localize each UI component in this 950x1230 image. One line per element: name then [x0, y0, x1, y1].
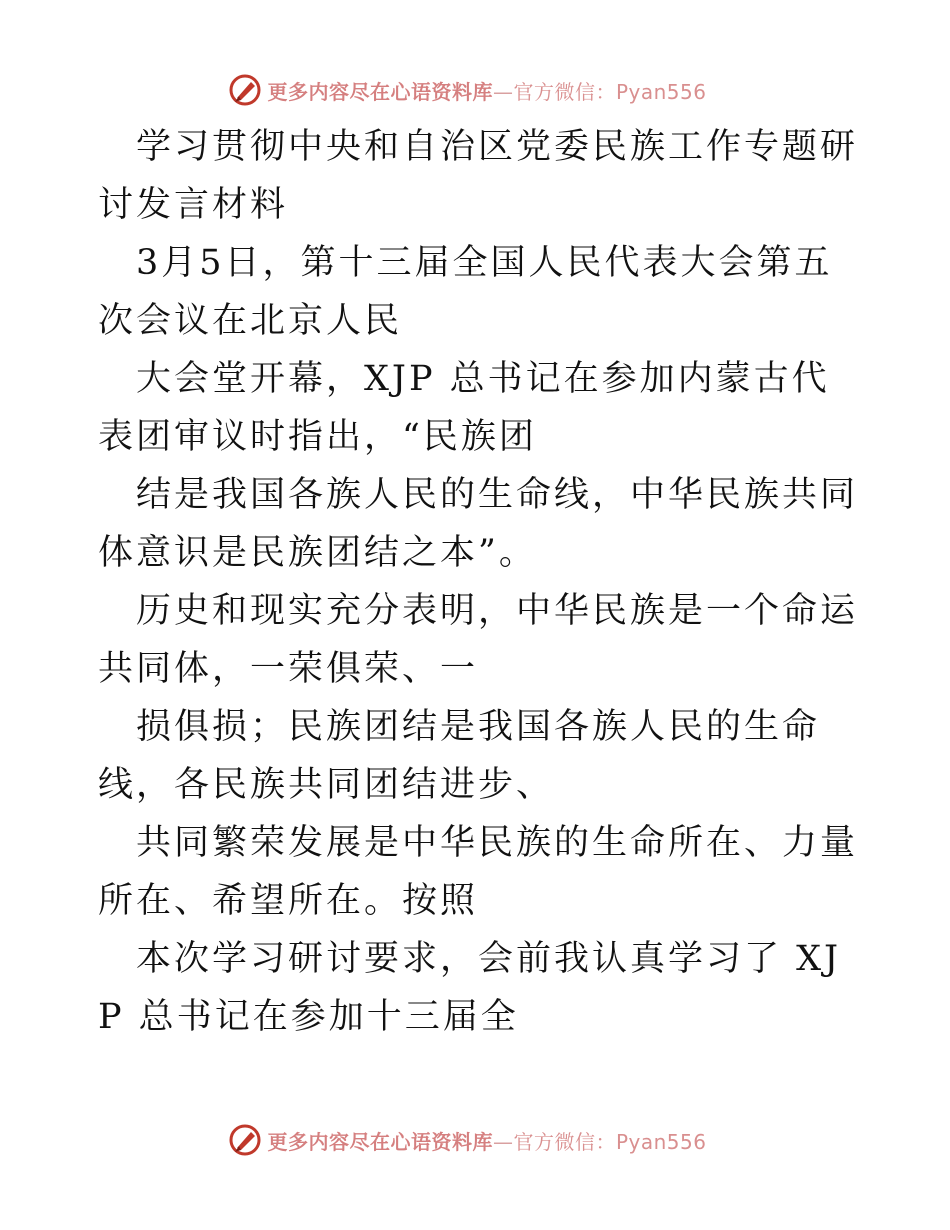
footer-watermark-banner — [0, 1120, 950, 1160]
paragraph-line: 学习贯彻中央和自治区党委民族工作专题研讨发 — [98, 127, 859, 225]
pen-logo-icon — [227, 72, 263, 108]
paragraph — [98, 930, 858, 1046]
paragraph-line: 在、希望所在。按照 — [136, 881, 479, 921]
banner-main-text: 更多内容尽在心语资料库 — [267, 79, 493, 104]
paragraph — [98, 350, 858, 466]
paragraph-line: 大会堂开幕，XJP 总书记在参加内蒙古代表团审 — [98, 359, 830, 457]
paragraph-line: 共同繁荣发展是中华民族的生命所在、力量所 — [98, 823, 859, 921]
header-watermark-banner — [0, 70, 950, 110]
paragraph-line: 民族共同团结进步、 — [212, 765, 555, 805]
pen-logo-icon — [227, 1122, 263, 1158]
paragraph — [98, 814, 858, 930]
paragraph-line: 言材料 — [174, 185, 289, 225]
paragraph-line: 议时指出，“民族团 — [212, 417, 537, 457]
paragraph-line: 本次学习研讨要求，会前我认真学习了 XJP 总 — [98, 939, 842, 1037]
paragraph-line: 识是民族团结之本”。 — [174, 533, 537, 573]
paragraph-line: 议在北京人民 — [174, 301, 403, 341]
banner-separator: — — [492, 1129, 514, 1154]
paragraph-line: 损俱损；民族团结是我国各族人民的生命线，各 — [98, 707, 821, 805]
paragraph-line: 体，一荣俱荣、一 — [174, 649, 479, 689]
document-body — [98, 118, 858, 1046]
paragraph — [98, 466, 858, 582]
paragraph-line: 结是我国各族人民的生命线，中华民族共同体意 — [98, 475, 859, 573]
paragraph-line: 书记在参加十三届全 — [176, 997, 519, 1037]
paragraph — [98, 234, 858, 350]
paragraph — [98, 118, 858, 234]
paragraph — [98, 582, 858, 698]
banner-main-text: 更多内容尽在心语资料库 — [267, 1129, 493, 1154]
paragraph-line: 3月5日，第十三届全国人民代表大会第五次会 — [98, 243, 833, 341]
banner-secondary-text: 官方微信：Pyan556 — [513, 79, 707, 104]
paragraph — [98, 698, 858, 814]
paragraph-line: 历史和现实充分表明，中华民族是一个命运共同 — [98, 591, 859, 689]
banner-secondary-text: 官方微信：Pyan556 — [513, 1129, 707, 1154]
banner-separator: — — [492, 79, 514, 104]
